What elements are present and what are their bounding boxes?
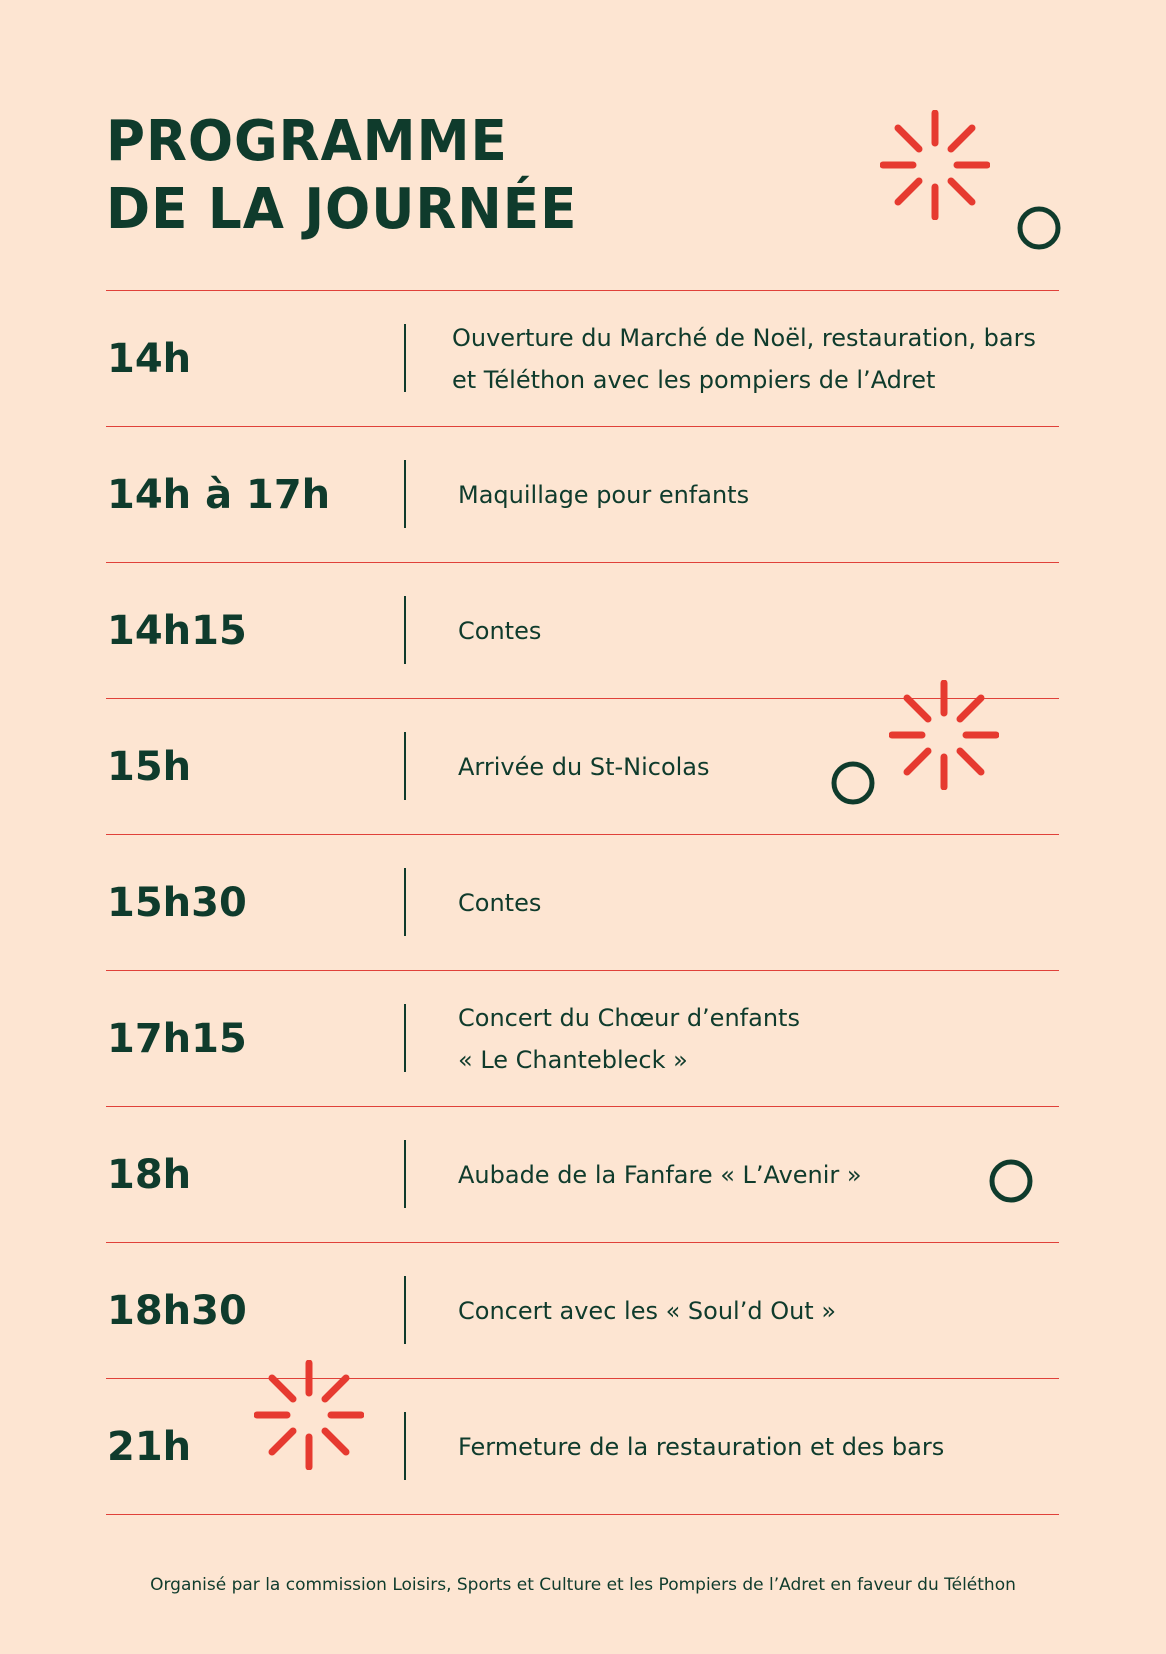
schedule-time: 15h xyxy=(107,743,192,790)
description-line: Aubade de la Fanfare « L’Avenir » xyxy=(458,1160,862,1189)
row-separator xyxy=(404,1140,406,1208)
ring-icon xyxy=(1015,204,1063,252)
schedule-row xyxy=(106,1243,1059,1379)
schedule-time: 14h xyxy=(107,335,192,382)
schedule-row xyxy=(106,1107,1059,1243)
description-line: et Téléthon avec les pompiers de l’Adret xyxy=(452,365,936,394)
footer-note: Organisé par la commission Loisirs, Sports et Culture et les Pompiers de l’Adret en faveur du Téléthon xyxy=(150,1575,1016,1595)
schedule-description xyxy=(452,291,1059,426)
description-line: Ouverture du Marché de Noël, restauration, bars xyxy=(452,323,1036,352)
schedule-time: 17h15 xyxy=(107,1015,247,1062)
schedule-time: 18h30 xyxy=(107,1287,247,1334)
row-separator xyxy=(404,1004,406,1072)
description-line: Contes xyxy=(458,616,542,645)
schedule-time: 18h xyxy=(107,1151,192,1198)
star-burst-icon xyxy=(880,110,990,220)
description-line: Concert du Chœur d’enfants xyxy=(458,1003,800,1032)
description-line: Fermeture de la restauration et des bars xyxy=(458,1432,945,1461)
schedule-description xyxy=(458,971,1059,1106)
star-burst-icon xyxy=(254,1360,364,1470)
schedule-row xyxy=(106,835,1059,971)
schedule-time: 15h30 xyxy=(107,879,247,926)
row-separator xyxy=(404,732,406,800)
page-title xyxy=(106,108,577,244)
row-separator xyxy=(404,868,406,936)
ring-icon xyxy=(829,759,877,807)
schedule-list xyxy=(106,290,1059,1515)
row-separator xyxy=(404,1412,406,1480)
schedule-description xyxy=(458,1107,1059,1242)
schedule-row xyxy=(106,971,1059,1107)
title-line-2: DE LA JOURNÉE xyxy=(106,177,578,242)
schedule-row xyxy=(106,1379,1059,1515)
schedule-time: 21h xyxy=(107,1423,192,1470)
schedule-description xyxy=(458,427,1059,562)
row-separator xyxy=(404,460,406,528)
ring-icon xyxy=(987,1157,1035,1205)
description-line: Contes xyxy=(458,888,542,917)
description-line: Arrivée du St-Nicolas xyxy=(458,752,710,781)
description-line: Concert avec les « Soul’d Out » xyxy=(458,1296,837,1325)
schedule-description xyxy=(458,563,1059,698)
row-separator xyxy=(404,324,406,392)
description-line: « Le Chantebleck » xyxy=(458,1045,688,1074)
schedule-time: 14h15 xyxy=(107,607,247,654)
schedule-row xyxy=(106,563,1059,699)
row-separator xyxy=(404,1276,406,1344)
title-line-1: PROGRAMME xyxy=(106,109,508,174)
star-burst-icon xyxy=(889,680,999,790)
schedule-description xyxy=(458,1243,1059,1378)
schedule-row xyxy=(106,427,1059,563)
schedule-description xyxy=(458,1379,1059,1514)
row-separator xyxy=(404,596,406,664)
schedule-time: 14h à 17h xyxy=(107,471,331,518)
description-line: Maquillage pour enfants xyxy=(458,480,750,509)
schedule-description xyxy=(458,835,1059,970)
schedule-row xyxy=(106,291,1059,427)
